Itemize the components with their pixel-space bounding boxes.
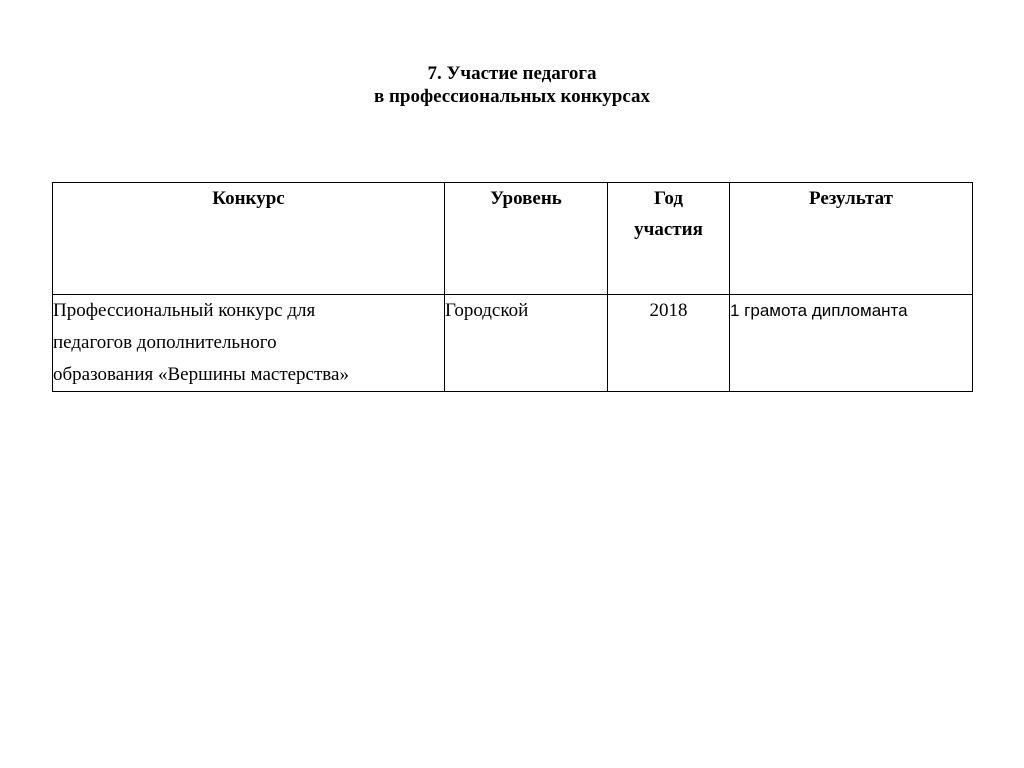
cell-contest [53, 295, 445, 392]
cell-contest-line-2: педагогов дополнительного [53, 332, 277, 353]
cell-year [608, 295, 730, 392]
table-header-row [53, 183, 973, 295]
page-title-line-2: в профессиональных конкурсах [373, 86, 651, 107]
header-contest-label: Конкурс [212, 188, 285, 209]
cell-contest-line-1: Профессиональный конкурс для [53, 300, 316, 321]
contests-table [52, 182, 973, 392]
header-result-label: Результат [809, 188, 893, 209]
cell-result [730, 295, 973, 392]
header-level [445, 183, 608, 295]
page-title [0, 62, 1024, 108]
cell-year-value: 2018 [649, 300, 688, 321]
header-result [730, 183, 973, 295]
cell-level-value: Городской [445, 300, 529, 321]
cell-level [445, 295, 608, 392]
header-year-label-1: Год [654, 188, 683, 209]
cell-result-value: 1 грамота дипломанта [730, 301, 908, 320]
header-level-label: Уровень [490, 188, 562, 209]
page-title-line-1: 7. Участие педагога [427, 63, 597, 84]
cell-contest-line-3: образования «Вершины мастерства» [53, 364, 349, 385]
header-year-label-2: участия [634, 219, 703, 240]
table-row [53, 295, 973, 392]
header-year [608, 183, 730, 295]
header-contest [53, 183, 445, 295]
